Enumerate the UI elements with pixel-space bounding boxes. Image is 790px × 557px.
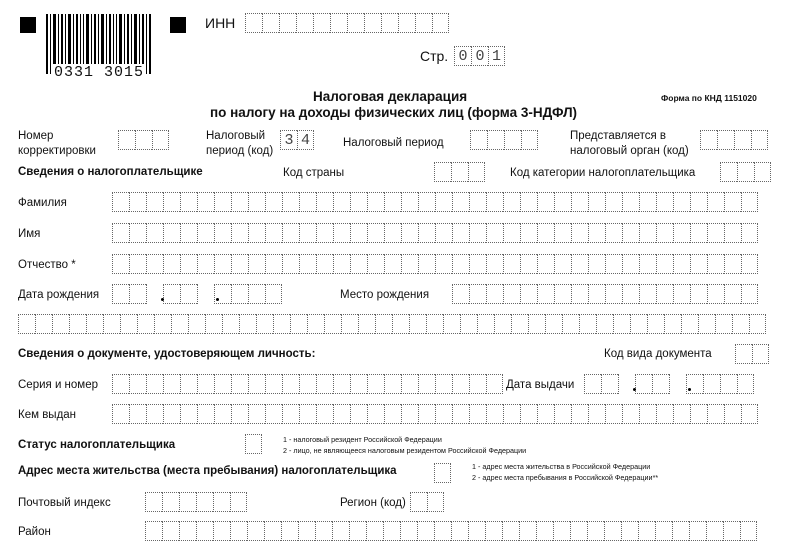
authority-label-1: Представляется в (570, 130, 667, 142)
status-option-2: 2 - лицо, не являющееся налоговым резидентом Российской Федерации (283, 446, 527, 455)
postal-code-cells[interactable] (145, 492, 247, 512)
barcode-number: 0331 3015 (54, 64, 145, 81)
taxpayer-section-label: Сведения о налогоплательщике (18, 166, 203, 178)
authority-code-cells[interactable] (700, 130, 768, 150)
period-label-1: Налоговый (206, 130, 266, 142)
form-code: Форма по КНД 1151020 (661, 93, 757, 103)
document-section-label: Сведения о документе, удостоверяющем личность: (18, 348, 316, 360)
series-cells[interactable] (112, 374, 503, 394)
birth-place-cells[interactable] (452, 284, 758, 304)
date-separator-dot (688, 388, 691, 391)
form-title-line1: Налоговая декларация (313, 89, 468, 104)
registration-mark-left (20, 17, 36, 33)
inn-cells[interactable] (245, 13, 449, 33)
birth-date-cells[interactable] (112, 284, 282, 304)
name-label: Имя (18, 228, 41, 240)
birth-place-cells-line2[interactable] (18, 314, 766, 334)
postal-code-label: Почтовый индекс (18, 497, 111, 509)
page-label: Стр. (420, 48, 449, 64)
region-label: Регион (код) (340, 497, 406, 509)
region-code-cells[interactable] (410, 492, 444, 512)
page-digit: 0 (471, 46, 488, 66)
period-code-cells[interactable] (280, 130, 314, 150)
status-option-1: 1 - налоговый резидент Российской Федерации (283, 435, 442, 444)
status-label: Статус налогоплательщика (18, 439, 176, 451)
page-digit: 1 (488, 46, 505, 66)
period-digit: 3 (280, 130, 297, 150)
registration-mark-right (170, 17, 186, 33)
form-title-line2: по налогу на доходы физических лиц (форма 3-НДФЛ) (210, 105, 578, 120)
series-label: Серия и номер (18, 379, 99, 391)
name-cells[interactable] (112, 223, 758, 243)
doc-type-label: Код вида документа (604, 348, 712, 360)
page-number-cells[interactable] (454, 46, 505, 66)
address-option-2: 2 - адрес места пребывания в Российской Федерации** (472, 473, 659, 482)
issue-date-label: Дата выдачи (506, 379, 575, 391)
tax-period-label: Налоговый период (343, 137, 444, 149)
status-cell[interactable] (245, 434, 262, 454)
birth-date-label: Дата рождения (18, 289, 100, 301)
issued-by-label: Кем выдан (18, 409, 77, 421)
country-code-label: Код страны (283, 167, 345, 179)
patronymic-cells[interactable] (112, 254, 758, 274)
category-code-cells[interactable] (720, 162, 771, 182)
tax-period-cells[interactable] (470, 130, 538, 150)
address-type-cell[interactable] (434, 463, 451, 483)
address-option-1: 1 - адрес места жительства в Российской Федерации (472, 462, 651, 471)
inn-label: ИНН (205, 15, 236, 31)
correction-label-1: Номер (18, 130, 54, 142)
district-label: Район (18, 526, 51, 538)
district-cells[interactable] (145, 521, 757, 541)
period-digit: 4 (297, 130, 314, 150)
date-separator-dot (633, 388, 636, 391)
issue-date-cells[interactable] (584, 374, 754, 394)
patronymic-label: Отчество * (18, 259, 76, 271)
correction-number-cells[interactable] (118, 130, 169, 150)
surname-label: Фамилия (18, 197, 67, 209)
birth-place-label: Место рождения (340, 289, 430, 301)
authority-label-2: налоговый орган (код) (570, 145, 689, 157)
period-label-2: период (код) (206, 145, 274, 157)
issued-by-cells[interactable] (112, 404, 758, 424)
date-separator-dot (161, 298, 164, 301)
address-label: Адрес места жительства (места пребывания) налогоплательщика (18, 465, 397, 477)
doc-type-cells[interactable] (735, 344, 769, 364)
country-code-cells[interactable] (434, 162, 485, 182)
surname-cells[interactable] (112, 192, 758, 212)
page-digit: 0 (454, 46, 471, 66)
correction-label-2: корректировки (18, 145, 96, 157)
date-separator-dot (216, 298, 219, 301)
category-code-label: Код категории налогоплательщика (510, 167, 696, 179)
